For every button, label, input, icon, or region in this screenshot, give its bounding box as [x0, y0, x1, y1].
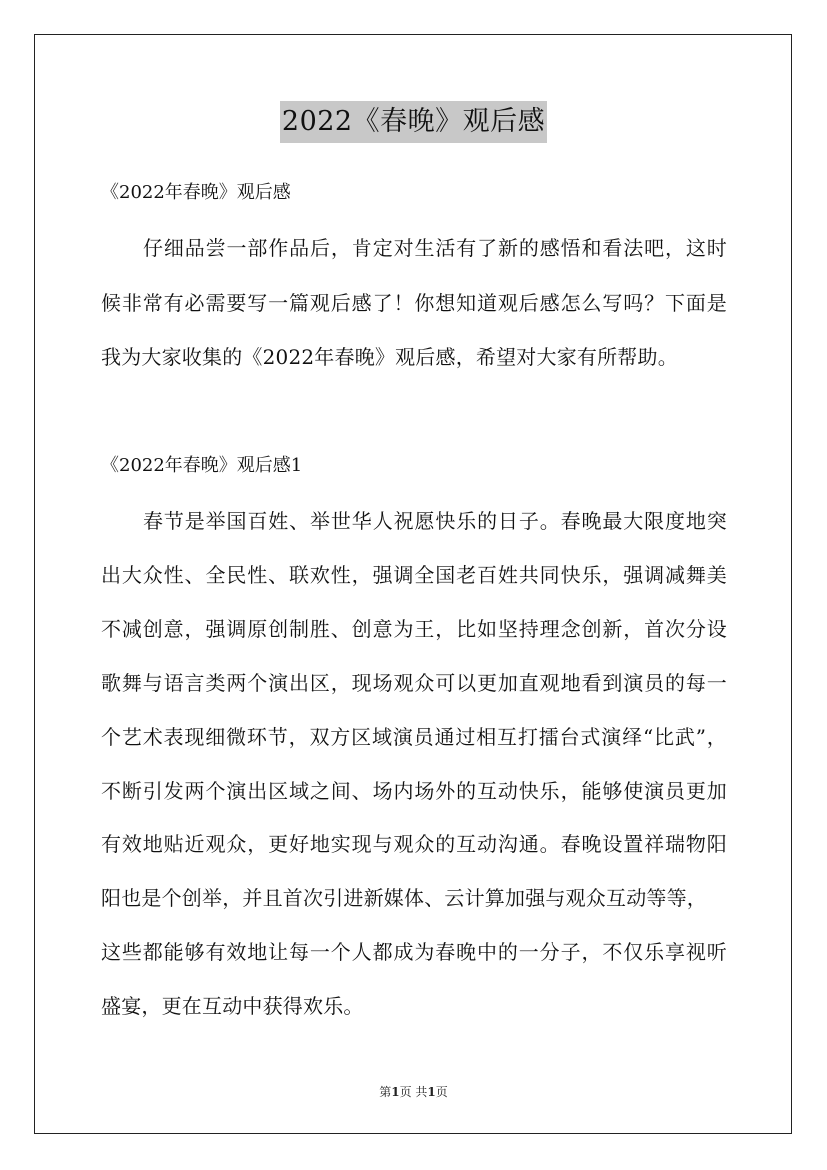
footer-page-current: 1 — [391, 1085, 400, 1099]
section1-line: 不断引发两个演出区域之间、场内场外的互动快乐，能够使演员更加 — [101, 779, 727, 803]
section1-line: 不减创意，强调原创制胜、创意为王，比如坚持理念创新，首次分设 — [101, 617, 727, 641]
section1-heading: 《2022年春晚》观后感1 — [101, 455, 303, 476]
footer-suffix: 页 — [435, 1085, 448, 1099]
page-footer — [0, 1084, 827, 1100]
footer-mid: 页 共 — [399, 1085, 428, 1099]
intro-line: 候非常有必需要写一篇观后感了！你想知道观后感怎么写吗？下面是 — [101, 291, 727, 315]
section1-line: 阳也是个创举，并且首次引进新媒体、云计算加强与观众互动等等， — [101, 886, 707, 910]
section1-line: 个艺术表现细微环节，双方区域演员通过相互打擂台式演绎“比武”， — [101, 725, 727, 749]
footer-page-total: 1 — [427, 1085, 436, 1099]
section1-line: 盛宴，更在互动中获得欢乐。 — [101, 994, 364, 1018]
section1-line: 这些都能够有效地让每一个人都成为春晚中的一分子，不仅乐享视听 — [101, 940, 727, 964]
intro-line: 我为大家收集的《2022年春晚》观后感，希望对大家有所帮助。 — [101, 345, 678, 369]
intro-heading: 《2022年春晚》观后感 — [101, 182, 291, 203]
title-container — [0, 101, 827, 143]
section1-line: 歌舞与语言类两个演出区，现场观众可以更加直观地看到演员的每一 — [101, 671, 727, 695]
section1-line: 出大众性、全民性、联欢性，强调全国老百姓共同快乐，强调减舞美 — [101, 563, 727, 587]
footer-prefix: 第 — [379, 1085, 392, 1099]
section1-line: 春节是举国百姓、举世华人祝愿快乐的日子。春晚最大限度地突 — [143, 509, 727, 533]
section1-line: 有效地贴近观众，更好地实现与观众的互动沟通。春晚设置祥瑞物阳 — [101, 832, 727, 856]
document-title: 2022《春晚》观后感 — [280, 101, 547, 143]
intro-line: 仔细品尝一部作品后，肯定对生活有了新的感悟和看法吧，这时 — [143, 236, 727, 260]
